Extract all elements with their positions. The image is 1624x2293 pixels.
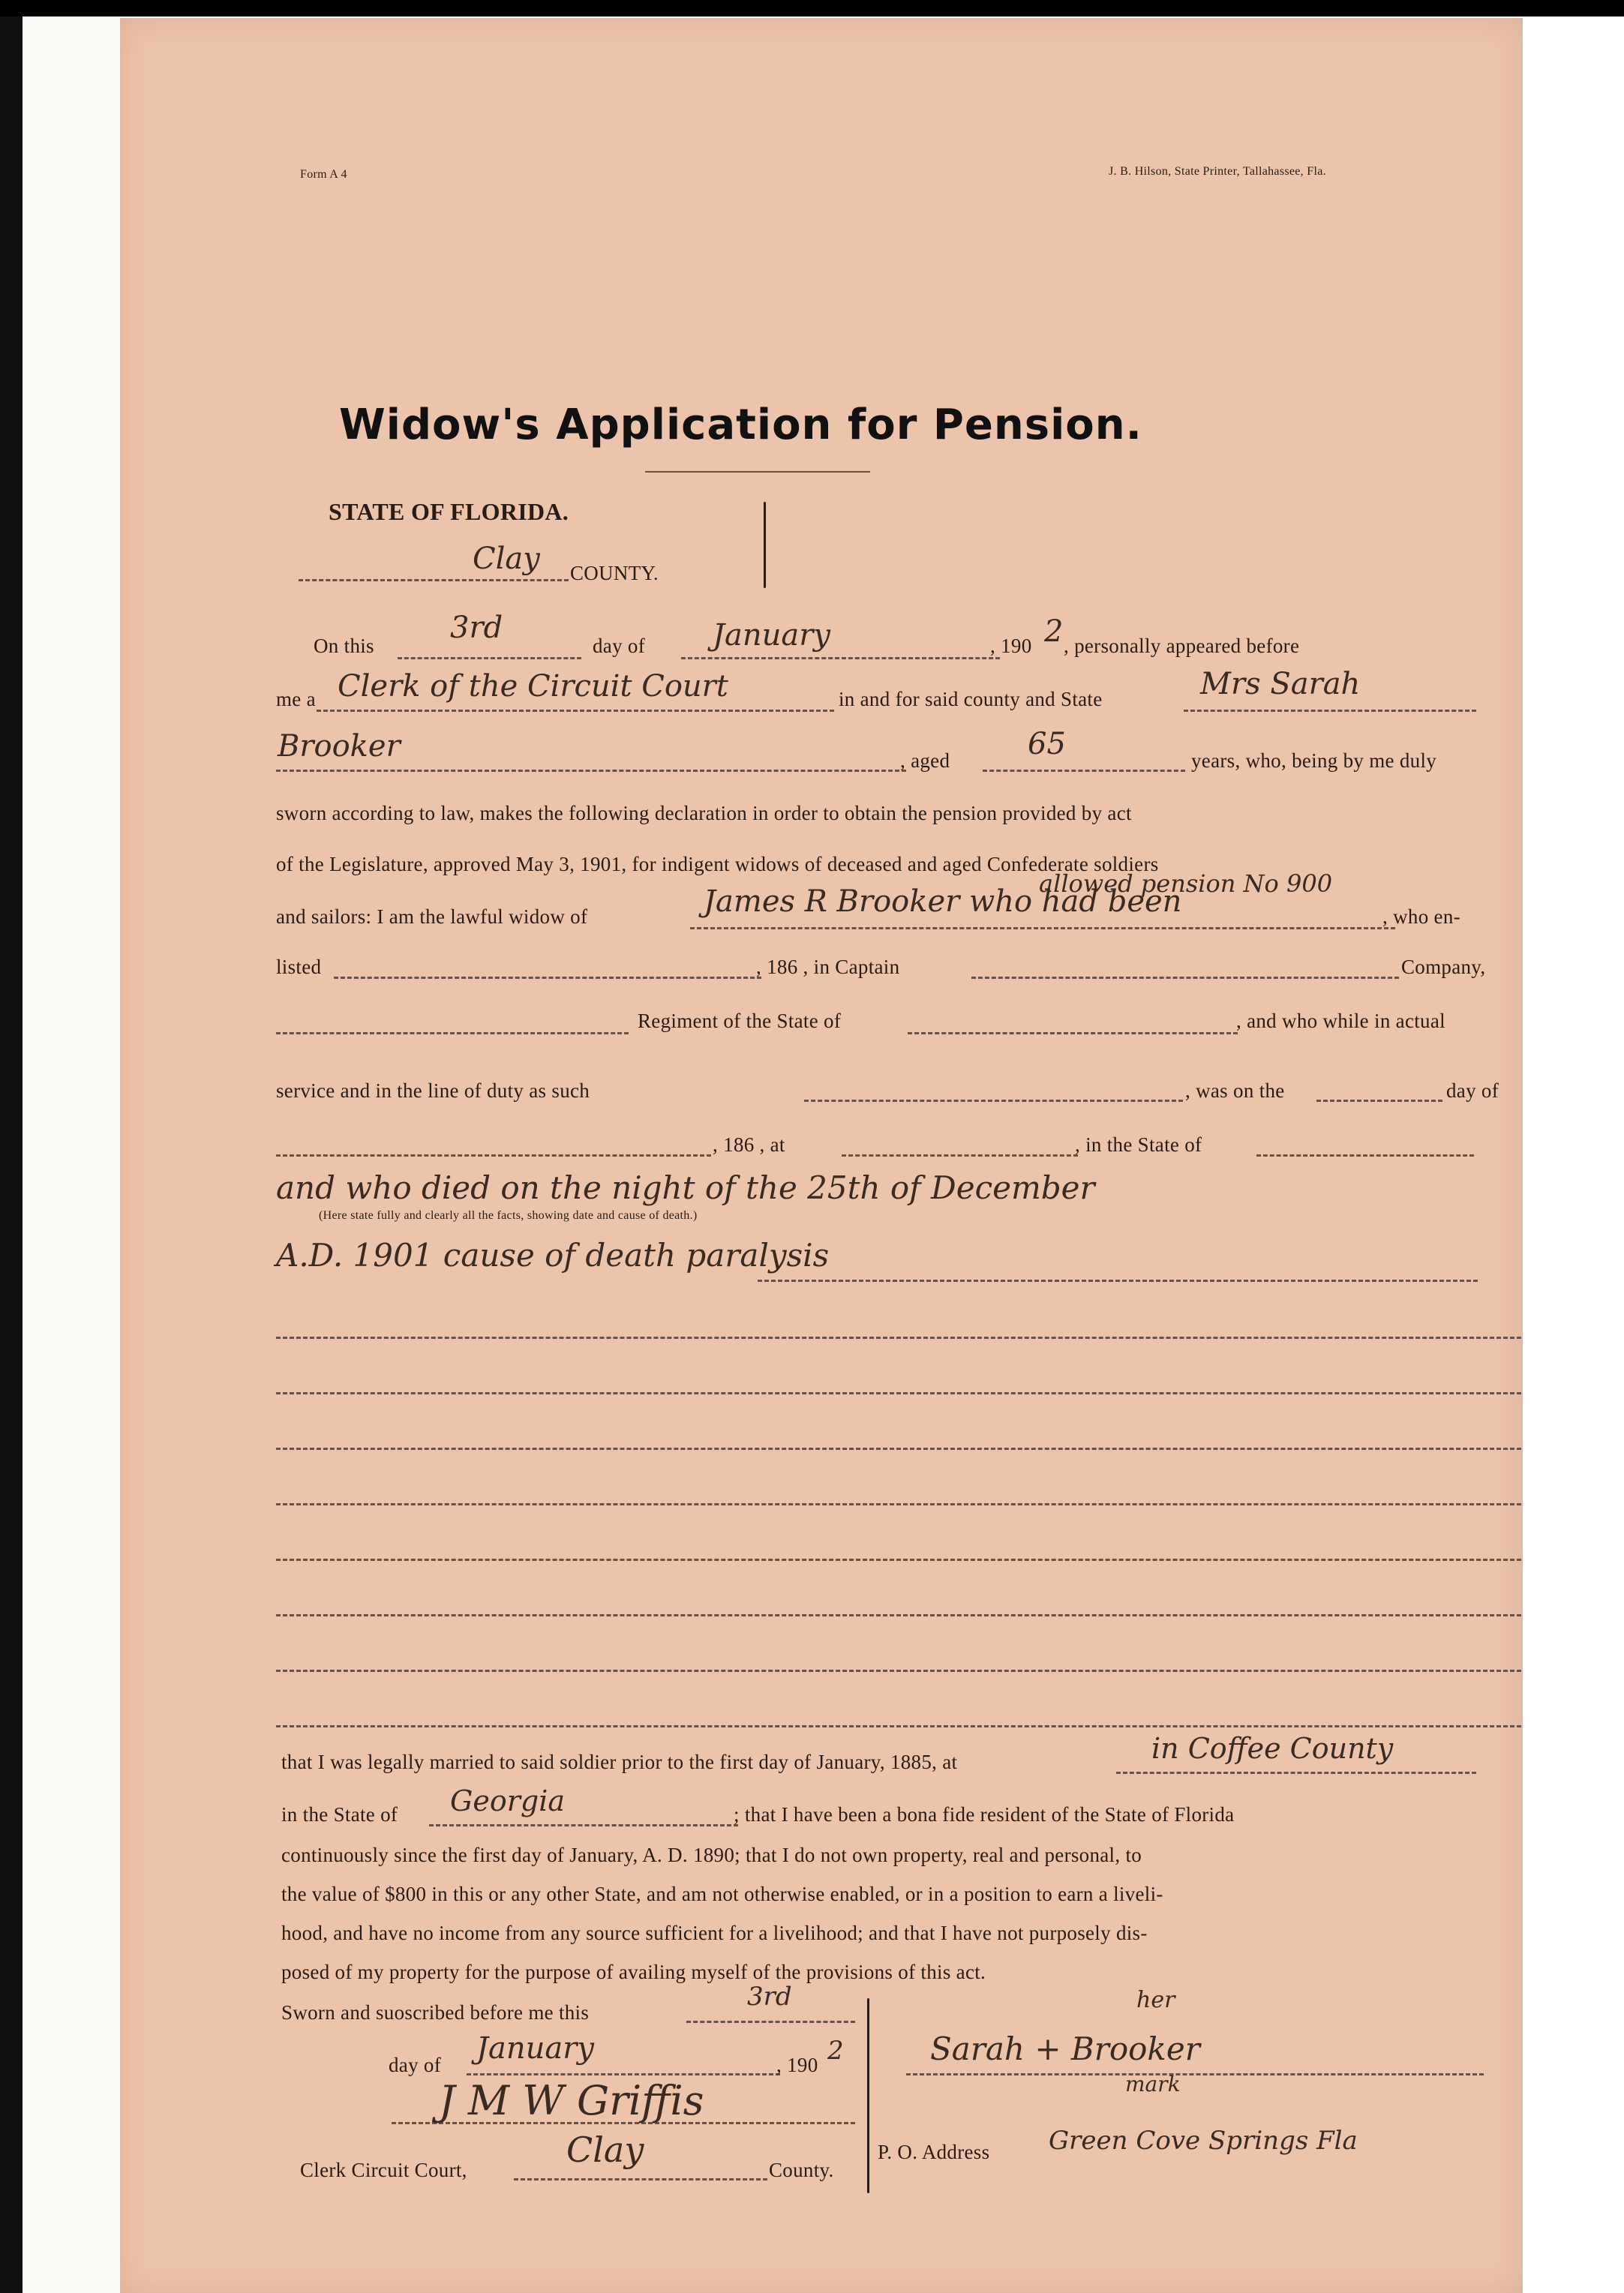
her-label: her — [1136, 1987, 1175, 2013]
mark-label: mark — [1125, 2072, 1181, 2096]
jurat-year-value: 2 — [827, 2036, 844, 2066]
soldier-name-value: James R Brooker who had been — [704, 884, 1182, 919]
title-rule — [645, 471, 870, 473]
scan-left-border — [0, 17, 23, 2293]
marriage-line-1: that I was legally married to said soldier prior to the first day of January, 1885, at — [281, 1751, 958, 1773]
blank-line — [276, 1559, 1521, 1561]
form-paper — [120, 18, 1523, 2293]
blank-line — [276, 1670, 1521, 1672]
regiment-label: Regiment of the State of — [638, 1010, 842, 1032]
day-value: 3rd — [450, 611, 503, 645]
was-on-label: , was on the — [1185, 1079, 1285, 1102]
years-text: years, who, being by me duly — [1191, 749, 1437, 772]
printer-credit: J. B. Hilson, State Printer, Tallahassee, Fla. — [1109, 165, 1326, 178]
jurat-brace — [867, 1998, 869, 2193]
clerk-circuit-court-label: Clerk Circuit Court, — [300, 2159, 467, 2181]
age-value: 65 — [1028, 727, 1066, 761]
year-prefix: , 190 — [990, 635, 1032, 657]
marriage-line-4: the value of $800 in this or any other State, and am not otherwise enabled, or in a position to earn a liveli- — [281, 1883, 1163, 1905]
in-and-for-text: in and for said county and State — [839, 688, 1103, 710]
year-value: 2 — [1044, 614, 1064, 649]
in-state-of-label: , in the State of — [1075, 1133, 1202, 1156]
actual-service-text: , and who while in actual — [1236, 1010, 1445, 1032]
scan-margin — [23, 17, 120, 2293]
blank-line — [276, 1448, 1521, 1450]
jurat-county-label: County. — [769, 2159, 834, 2181]
marriage-line-3: continuously since the first day of January, A. D. 1890; that I do not own property, real and personal, to — [281, 1844, 1142, 1866]
clerk-county-value: Clay — [566, 2129, 644, 2170]
venue-county-label: COUNTY. — [570, 562, 659, 584]
sworn-day-value: 3rd — [747, 1982, 792, 2012]
marriage-place-value: in Coffee County — [1151, 1732, 1394, 1765]
captain-label: , 186 , in Captain — [756, 956, 900, 978]
blank-line — [276, 1392, 1521, 1394]
blank-line — [276, 1503, 1521, 1505]
oath-line: sworn according to law, makes the following declaration in order to obtain the pension provided by act — [276, 802, 1132, 824]
resident-text: ; that I have been a bona fide resident of the State of Florida — [734, 1803, 1235, 1826]
po-address-label: P. O. Address — [878, 2141, 990, 2163]
at-label: , 186 , at — [713, 1133, 785, 1156]
legislature-line: of the Legislature, approved May 3, 1901, for indigent widows of deceased and aged Confederate soldiers — [276, 853, 1159, 875]
appeared-before-text: , personally appeared before — [1064, 635, 1300, 657]
who-enlisted-text: , who en- — [1382, 905, 1460, 928]
marriage-line-5: hood, and have no income from any source sufficient for a livelihood; and that I have not purposely dis- — [281, 1922, 1148, 1944]
death-statement-line-2: A.D. 1901 cause of death paralysis — [276, 1237, 830, 1274]
widow-signature: Sarah + Brooker — [930, 2030, 1200, 2067]
blank-line — [276, 1337, 1521, 1339]
venue-state: STATE OF FLORIDA. — [329, 498, 569, 525]
venue-brace — [764, 502, 766, 588]
form-title: Widow's Application for Pension. — [339, 401, 1142, 449]
death-statement-line-1: and who died on the night of the 25th of December — [276, 1169, 1095, 1206]
pension-number-annotation: allowed pension No 900 — [1039, 869, 1333, 898]
company-label: Company, — [1401, 956, 1486, 978]
jurat-month-value: January — [476, 2031, 594, 2066]
widow-name-value-1: Mrs Sarah — [1200, 667, 1361, 701]
form-number: Form A 4 — [300, 168, 347, 181]
marriage-line-6: posed of my property for the purpose of availing myself of the provisions of this act. — [281, 1961, 986, 1983]
po-address-value: Green Cove Springs Fla — [1049, 2126, 1358, 2156]
officer-value: Clerk of the Circuit Court — [338, 669, 728, 704]
listed-label: listed — [276, 956, 322, 978]
blank-line — [276, 1725, 1521, 1727]
death-instruction: (Here state fully and clearly all the facts, showing date and cause of death.) — [319, 1209, 698, 1222]
service-line-label: service and in the line of duty as such — [276, 1079, 590, 1102]
month-value: January — [713, 618, 830, 653]
marriage-state-value: Georgia — [450, 1784, 566, 1817]
blank-line — [276, 1614, 1521, 1616]
lawful-widow-text: and sailors: I am the lawful widow of — [276, 905, 588, 928]
clerk-signature: J M W Griffis — [439, 2077, 704, 2124]
aged-label: , aged — [900, 749, 950, 772]
in-the-state-of-label: in the State of — [281, 1803, 398, 1826]
scan-top-border — [0, 0, 1624, 17]
day-of-label-2: day of — [1446, 1079, 1499, 1102]
sworn-label: Sworn and suoscribed before me this — [281, 2001, 590, 2024]
jurat-day-of-label: day of — [389, 2054, 442, 2076]
widow-name-value-2: Brooker — [278, 729, 401, 764]
on-this-label: On this — [314, 635, 374, 657]
jurat-year-prefix: , 190 — [776, 2054, 818, 2076]
me-a-label: me a — [276, 688, 316, 710]
day-of-label: day of — [593, 635, 646, 657]
venue-county-value: Clay — [473, 542, 540, 576]
